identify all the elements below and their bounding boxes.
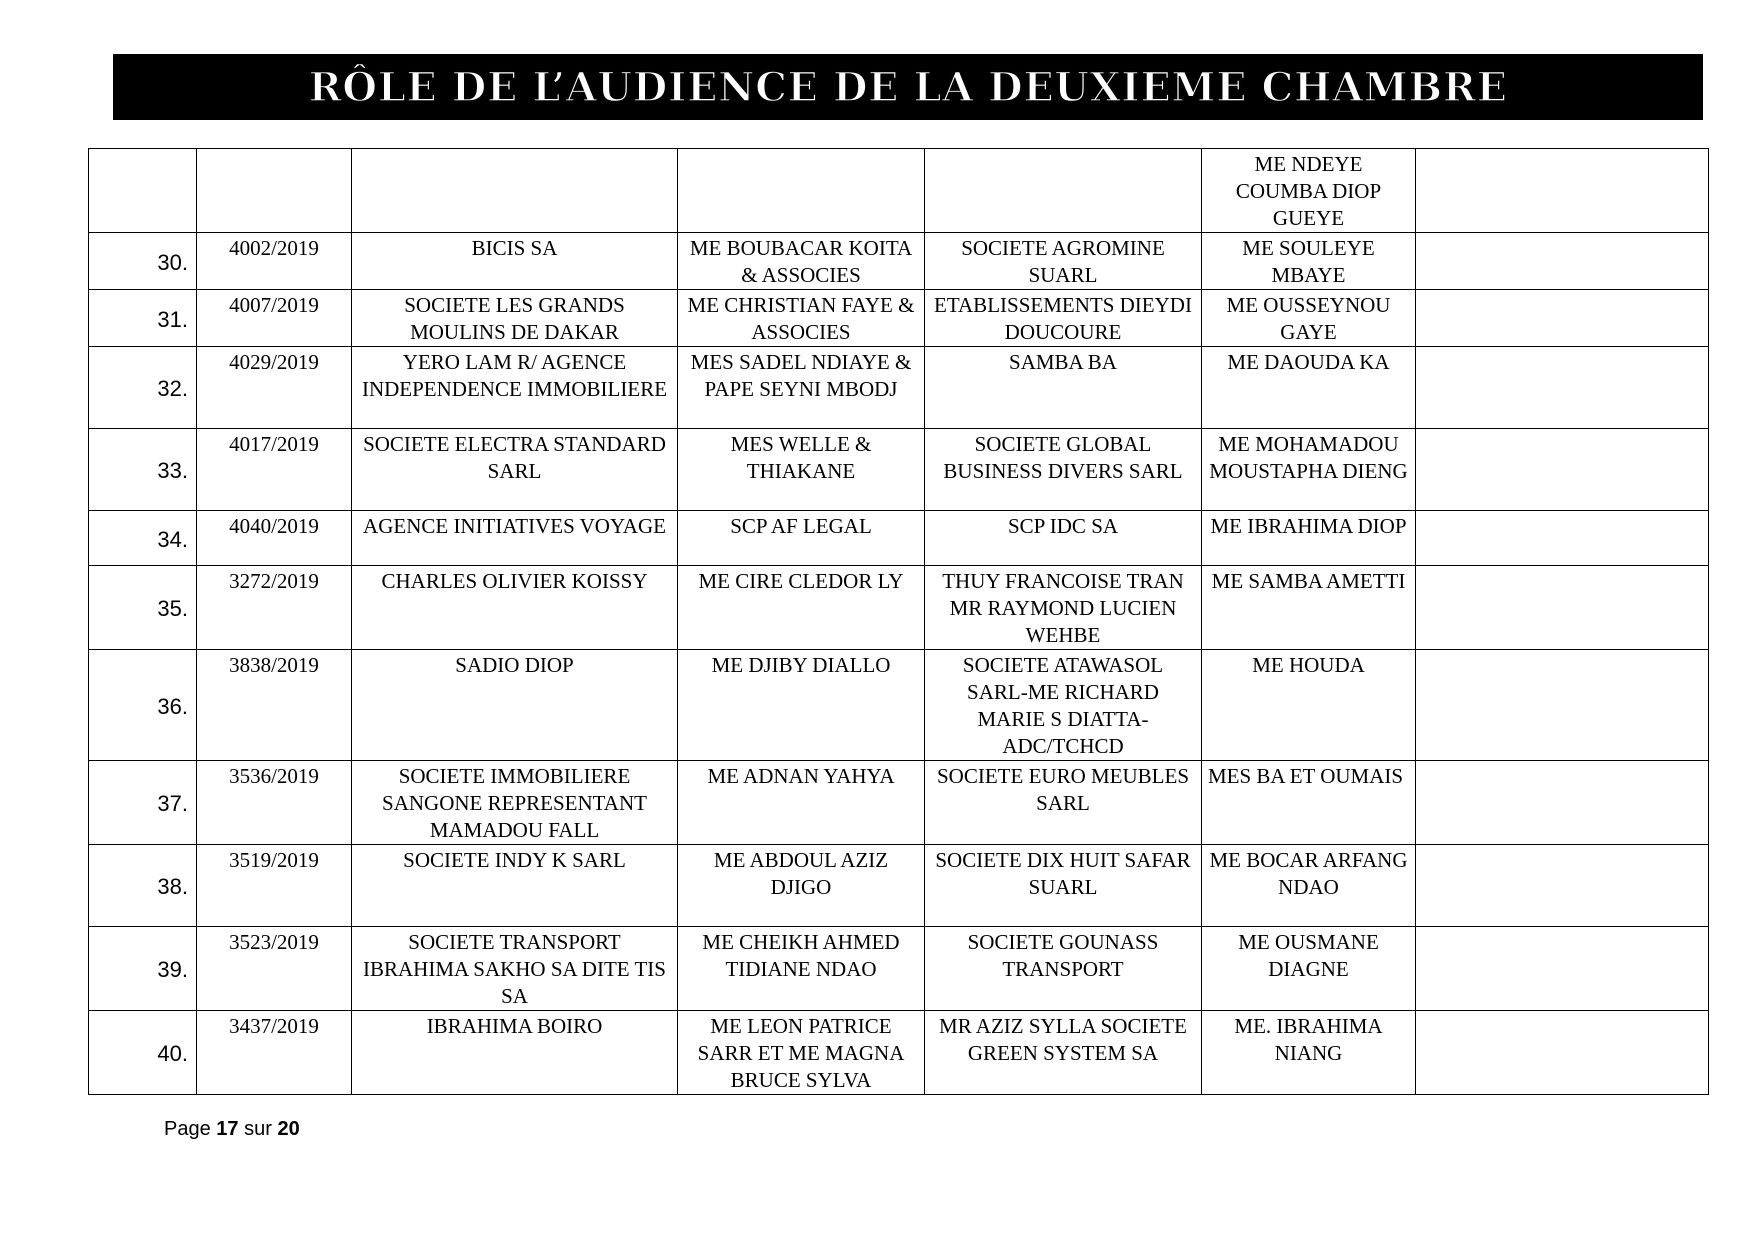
cell-observation bbox=[1416, 290, 1709, 347]
page-label: Page bbox=[164, 1118, 211, 1140]
cell-num: 40. bbox=[89, 1011, 197, 1095]
cell-ref: 3272/2019 bbox=[197, 566, 352, 650]
cell-avocat-demandeur: ME ADNAN YAHYA bbox=[678, 761, 925, 845]
cell-avocat-demandeur: MES SADEL NDIAYE & PAPE SEYNI MBODJ bbox=[678, 347, 925, 429]
cell-defendeur: SOCIETE EURO MEUBLES SARL bbox=[925, 761, 1202, 845]
table-row bbox=[89, 927, 1709, 1011]
cell-demandeur: SOCIETE INDY K SARL bbox=[352, 845, 678, 927]
title-banner bbox=[113, 54, 1703, 120]
page-footer bbox=[164, 1118, 300, 1141]
table-row bbox=[89, 290, 1709, 347]
page-title: RÔLE DE L’AUDIENCE DE LA DEUXIEME CHAMBRE bbox=[308, 63, 1508, 111]
cell-observation bbox=[1416, 149, 1709, 233]
table-row bbox=[89, 511, 1709, 566]
cell-avocat-demandeur: ME ABDOUL AZIZ DJIGO bbox=[678, 845, 925, 927]
cell-avocat-defendeur: ME OUSMANE DIAGNE bbox=[1202, 927, 1416, 1011]
cell-ref: 3838/2019 bbox=[197, 650, 352, 761]
cell-defendeur: THUY FRANCOISE TRAN MR RAYMOND LUCIEN WEHBE bbox=[925, 566, 1202, 650]
cell-observation bbox=[1416, 845, 1709, 927]
cell-demandeur bbox=[352, 149, 678, 233]
cell-observation bbox=[1416, 1011, 1709, 1095]
page-total: 20 bbox=[277, 1118, 300, 1140]
cell-defendeur: SOCIETE DIX HUIT SAFAR SUARL bbox=[925, 845, 1202, 927]
cell-defendeur: MR AZIZ SYLLA SOCIETE GREEN SYSTEM SA bbox=[925, 1011, 1202, 1095]
cell-demandeur: IBRAHIMA BOIRO bbox=[352, 1011, 678, 1095]
table-row bbox=[89, 233, 1709, 290]
cell-demandeur: SADIO DIOP bbox=[352, 650, 678, 761]
cell-avocat-defendeur: ME IBRAHIMA DIOP bbox=[1202, 511, 1416, 566]
cell-num: 38. bbox=[89, 845, 197, 927]
cell-ref: 4017/2019 bbox=[197, 429, 352, 511]
page-separator: sur bbox=[244, 1118, 272, 1140]
table-row bbox=[89, 1011, 1709, 1095]
cell-avocat-demandeur: ME BOUBACAR KOITA & ASSOCIES bbox=[678, 233, 925, 290]
cell-demandeur: SOCIETE LES GRANDS MOULINS DE DAKAR bbox=[352, 290, 678, 347]
cell-avocat-defendeur: MES BA ET OUMAIS bbox=[1202, 761, 1416, 845]
cell-avocat-demandeur: ME LEON PATRICE SARR ET ME MAGNA BRUCE SYLVA bbox=[678, 1011, 925, 1095]
cell-avocat-defendeur: ME OUSSEYNOU GAYE bbox=[1202, 290, 1416, 347]
cell-defendeur bbox=[925, 149, 1202, 233]
cell-demandeur: SOCIETE IMMOBILIERE SANGONE REPRESENTANT MAMADOU FALL bbox=[352, 761, 678, 845]
cell-avocat-demandeur: ME CHRISTIAN FAYE & ASSOCIES bbox=[678, 290, 925, 347]
cell-ref: 4040/2019 bbox=[197, 511, 352, 566]
cell-demandeur: BICIS SA bbox=[352, 233, 678, 290]
cell-ref: 3536/2019 bbox=[197, 761, 352, 845]
cell-avocat-defendeur: ME BOCAR ARFANG NDAO bbox=[1202, 845, 1416, 927]
cell-num: 36. bbox=[89, 650, 197, 761]
table-body bbox=[89, 149, 1709, 1095]
cell-num: 37. bbox=[89, 761, 197, 845]
table-row bbox=[89, 429, 1709, 511]
cell-num: 34. bbox=[89, 511, 197, 566]
cell-observation bbox=[1416, 761, 1709, 845]
cell-defendeur: SOCIETE GOUNASS TRANSPORT bbox=[925, 927, 1202, 1011]
cell-defendeur: SOCIETE ATAWASOL SARL-ME RICHARD MARIE S DIATTA-ADC/TCHCD bbox=[925, 650, 1202, 761]
cell-avocat-defendeur: ME SAMBA AMETTI bbox=[1202, 566, 1416, 650]
cell-demandeur: SOCIETE ELECTRA STANDARD SARL bbox=[352, 429, 678, 511]
cell-avocat-defendeur: ME SOULEYE MBAYE bbox=[1202, 233, 1416, 290]
cell-demandeur: YERO LAM R/ AGENCE INDEPENDENCE IMMOBILIERE bbox=[352, 347, 678, 429]
cell-demandeur: SOCIETE TRANSPORT IBRAHIMA SAKHO SA DITE TIS SA bbox=[352, 927, 678, 1011]
page-current: 17 bbox=[216, 1118, 239, 1140]
cell-defendeur: ETABLISSEMENTS DIEYDI DOUCOURE bbox=[925, 290, 1202, 347]
cell-defendeur: SOCIETE AGROMINE SUARL bbox=[925, 233, 1202, 290]
table-row bbox=[89, 566, 1709, 650]
cell-avocat-defendeur: ME DAOUDA KA bbox=[1202, 347, 1416, 429]
cell-observation bbox=[1416, 927, 1709, 1011]
cell-ref: 3519/2019 bbox=[197, 845, 352, 927]
cell-avocat-defendeur: ME HOUDA bbox=[1202, 650, 1416, 761]
cell-num: 30. bbox=[89, 233, 197, 290]
audience-table bbox=[88, 148, 1709, 1095]
cell-num: 32. bbox=[89, 347, 197, 429]
cell-ref: 3437/2019 bbox=[197, 1011, 352, 1095]
table-row bbox=[89, 347, 1709, 429]
cell-observation bbox=[1416, 347, 1709, 429]
cell-avocat-demandeur: SCP AF LEGAL bbox=[678, 511, 925, 566]
table-row bbox=[89, 761, 1709, 845]
cell-num bbox=[89, 149, 197, 233]
cell-defendeur: SCP IDC SA bbox=[925, 511, 1202, 566]
cell-demandeur: AGENCE INITIATIVES VOYAGE bbox=[352, 511, 678, 566]
cell-demandeur: CHARLES OLIVIER KOISSY bbox=[352, 566, 678, 650]
cell-observation bbox=[1416, 566, 1709, 650]
cell-defendeur: SOCIETE GLOBAL BUSINESS DIVERS SARL bbox=[925, 429, 1202, 511]
cell-num: 39. bbox=[89, 927, 197, 1011]
cell-avocat-demandeur: ME CHEIKH AHMED TIDIANE NDAO bbox=[678, 927, 925, 1011]
cell-avocat-demandeur: ME CIRE CLEDOR LY bbox=[678, 566, 925, 650]
cell-ref: 4002/2019 bbox=[197, 233, 352, 290]
cell-defendeur: SAMBA BA bbox=[925, 347, 1202, 429]
table-row bbox=[89, 845, 1709, 927]
cell-ref bbox=[197, 149, 352, 233]
cell-avocat-demandeur: ME DJIBY DIALLO bbox=[678, 650, 925, 761]
table-row bbox=[89, 650, 1709, 761]
cell-num: 35. bbox=[89, 566, 197, 650]
cell-ref: 4007/2019 bbox=[197, 290, 352, 347]
cell-num: 33. bbox=[89, 429, 197, 511]
cell-avocat-defendeur: ME NDEYE COUMBA DIOP GUEYE bbox=[1202, 149, 1416, 233]
cell-ref: 4029/2019 bbox=[197, 347, 352, 429]
cell-num: 31. bbox=[89, 290, 197, 347]
cell-observation bbox=[1416, 650, 1709, 761]
cell-avocat-defendeur: ME. IBRAHIMA NIANG bbox=[1202, 1011, 1416, 1095]
cell-avocat-defendeur: ME MOHAMADOU MOUSTAPHA DIENG bbox=[1202, 429, 1416, 511]
table-row bbox=[89, 149, 1709, 233]
cell-ref: 3523/2019 bbox=[197, 927, 352, 1011]
cell-observation bbox=[1416, 511, 1709, 566]
cell-observation bbox=[1416, 233, 1709, 290]
cell-observation bbox=[1416, 429, 1709, 511]
cell-avocat-demandeur bbox=[678, 149, 925, 233]
cell-avocat-demandeur: MES WELLE & THIAKANE bbox=[678, 429, 925, 511]
